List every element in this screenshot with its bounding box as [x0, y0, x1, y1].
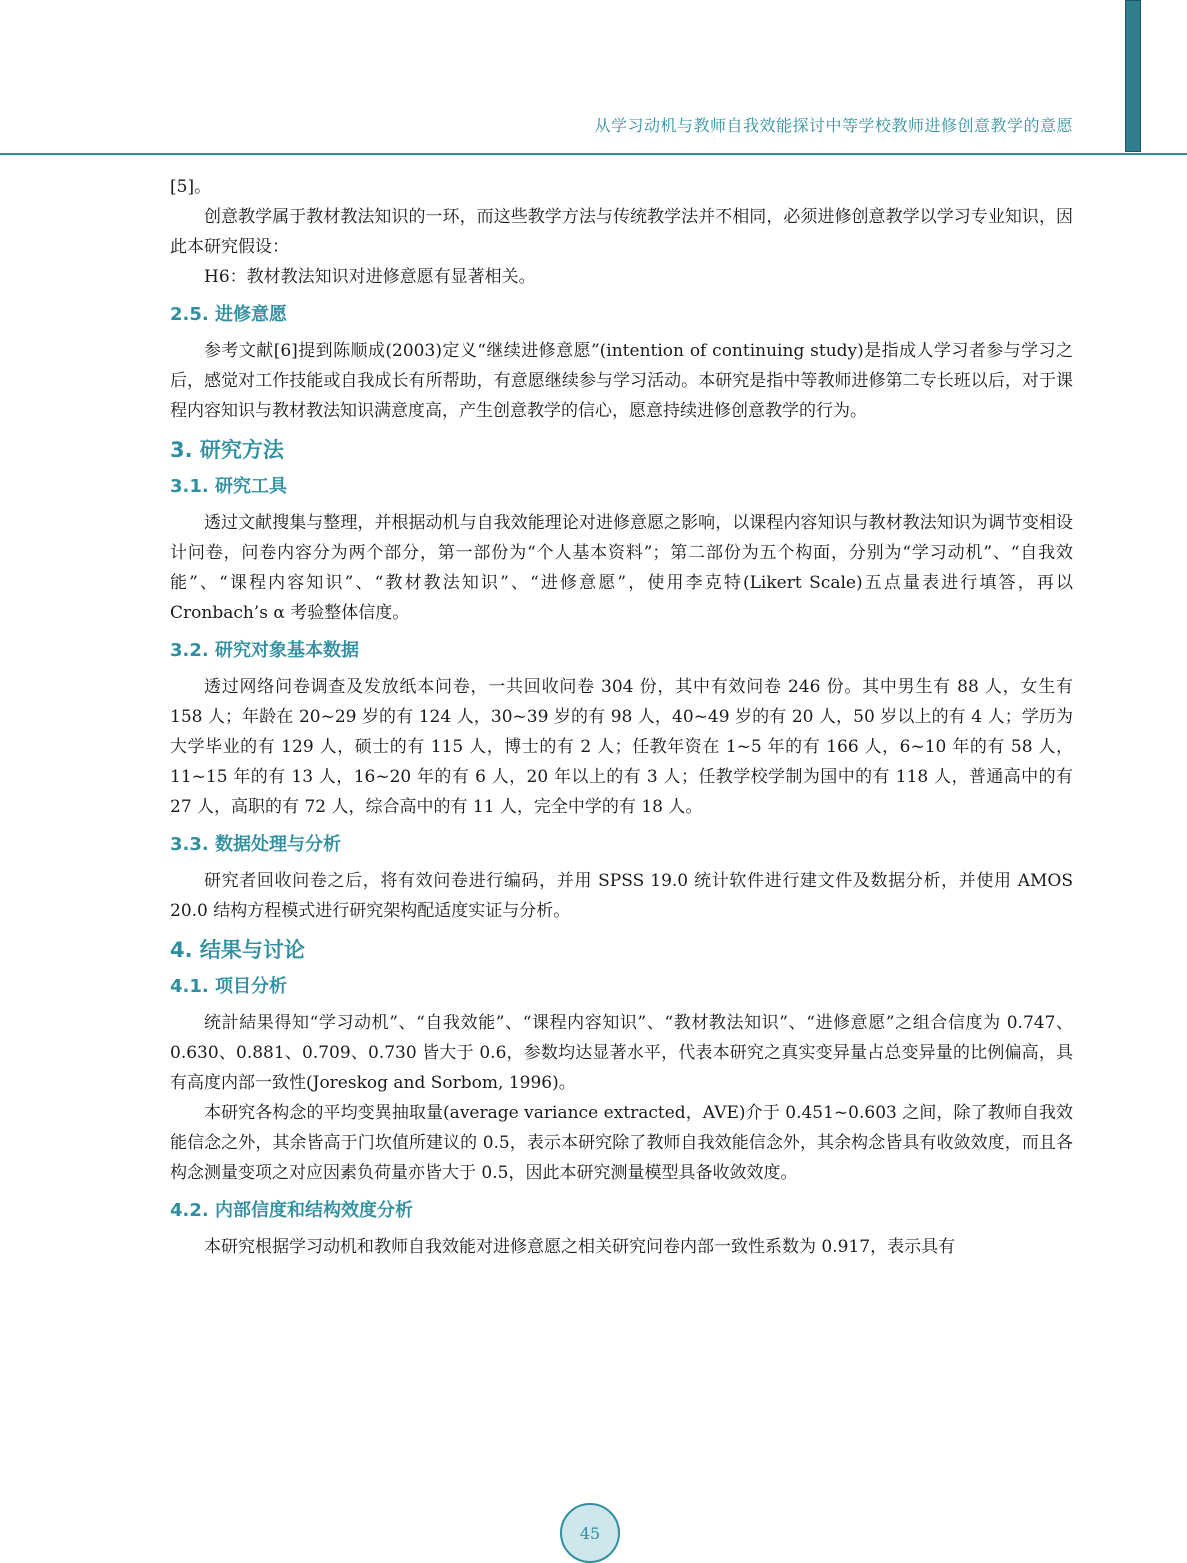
paragraph: 透过网络问卷调查及发放纸本问卷，一共回收问卷 304 份，其中有效问卷 246 份。其中男生有 88 人，女生有 158 人；年龄在 20~29 岁的有 124 人，30~39 岁的有 98 人，40~49 岁的有 20 人，50 岁以上的有 4 人；学历为大学毕业的有 129 人，硕士的有 115 人，博士的有 2 人；任教年资在 1~5 年的有 166 人，6~10 年的有 58 人，11~15 年的有 13 人，16~20 年的有 6 人，20 年以上的有 3 人；任教学校学制为国中的有 118 人，普通高中的有 27 人，高职的有 72 人，综合高中的有 11 人，完全中学的有 18 人。 — [170, 677, 1073, 817]
subsection-heading: 4.2. 内部信度和结构效度分析 — [170, 1200, 413, 1221]
subsection-heading: 3.2. 研究对象基本数据 — [170, 640, 359, 661]
paragraph: 本研究各构念的平均变異抽取量(average variance extracted，AVE)介于 0.451~0.603 之间，除了教师自我效能信念之外，其余皆高于门坎值所建议的 0.5，表示本研究除了教师自我效能信念外，其余构念皆具有收敛效度，而且各构念测量变项之对应因素负荷量亦皆大于 0.5，因此本研究测量模型具备收敛效度。 — [170, 1103, 1073, 1183]
running-title: 从学习动机与教师自我效能探讨中等学校教师进修创意教学的意愿 — [594, 116, 1073, 135]
section-heading: 3. 研究方法 — [170, 438, 284, 462]
subsection-heading: 4.1. 项目分析 — [170, 976, 287, 997]
paragraph: H6：教材教法知识对进修意愿有显著相关。 — [204, 267, 536, 287]
paragraph: [5]。 — [170, 177, 212, 197]
subsection-heading: 3.1. 研究工具 — [170, 476, 287, 497]
subsection-heading: 2.5. 进修意愿 — [170, 304, 287, 325]
header-rule — [0, 153, 1187, 155]
corner-decoration-bar — [1125, 0, 1141, 152]
paragraph: 本研究根据学习动机和教师自我效能对进修意愿之相关研究问卷内部一致性系数为 0.917，表示具有 — [204, 1237, 956, 1257]
paragraph: 参考文献[6]提到陈顺成(2003)定义“继续进修意愿”(intention of continuing study)是指成人学习者参与学习之后，感觉对工作技能或自我成长有所帮助，有意愿继续参与学习活动。本研究是指中等教师进修第二专长班以后，对于课程内容知识与教材教法知识满意度高，产生创意教学的信心，愿意持续进修创意教学的行为。 — [170, 341, 1073, 421]
paragraph: 统計結果得知“学习动机”、“自我效能”、“课程内容知识”、“教材教法知识”、“进修意愿”之组合信度为 0.747、0.630、0.881、0.709、0.730 皆大于 0.6，参数均达显著水平，代表本研究之真实变异量占总变异量的比例偏高，具有高度内部一致性(Joreskog and Sorbom, 1996)。 — [170, 1013, 1073, 1093]
section-heading: 4. 结果与讨论 — [170, 938, 305, 962]
page-number: 45 — [579, 1523, 601, 1543]
subsection-heading: 3.3. 数据处理与分析 — [170, 834, 341, 855]
body-content — [170, 172, 1073, 1262]
page-number-badge — [560, 1503, 620, 1563]
paragraph: 研究者回收问卷之后，将有效问卷进行编码，并用 SPSS 19.0 统计软件进行建文件及数据分析，并使用 AMOS 20.0 结构方程模式进行研究架构配适度实证与分析。 — [170, 871, 1073, 921]
paragraph: 创意教学属于教材教法知识的一环，而这些教学方法与传统教学法并不相同，必须进修创意教学以学习专业知识，因此本研究假设： — [170, 207, 1073, 257]
paragraph: 透过文献搜集与整理，并根据动机与自我效能理论对进修意愿之影响，以课程内容知识与教材教法知识为调节变相设计问卷，问卷内容分为两个部分，第一部份为“个人基本资料”；第二部份为五个构面，分别为“学习动机”、“自我效能”、“课程内容知识”、“教材教法知识”、“进修意愿”，使用李克特(Likert Scale)五点量表进行填答，再以 Cronbach’s α 考验整体信度。 — [170, 513, 1073, 623]
